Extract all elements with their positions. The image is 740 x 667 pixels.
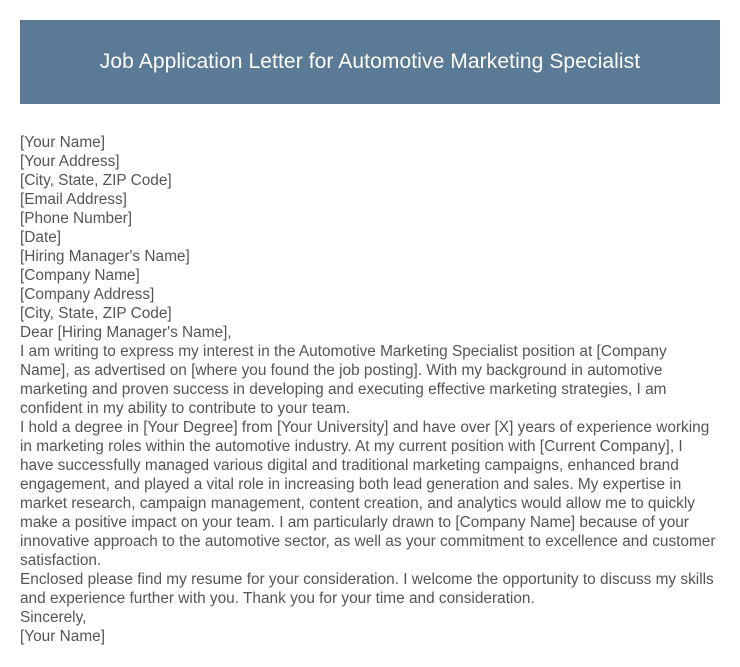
page-title: Job Application Letter for Automotive Marketing Specialist xyxy=(99,50,641,73)
sender-name: [Your Name] xyxy=(20,134,105,151)
sender-address: [Your Address] xyxy=(20,153,120,170)
closing: Sincerely, xyxy=(20,609,87,626)
paragraph-intro: I am writing to express my interest in the Automotive Marketing Specialist position at [Company Name], as advertised on [where you found the job posting]. With my background in automotive marketing and proven success in developing and executing effective marketing strategies, I am confident in my ability to contribute to your team. xyxy=(20,343,667,417)
recipient-company-address: [Company Address] xyxy=(20,286,155,303)
recipient-city-state-zip: [City, State, ZIP Code] xyxy=(20,305,172,322)
salutation: Dear [Hiring Manager's Name], xyxy=(20,324,232,341)
sender-email: [Email Address] xyxy=(20,191,127,208)
letter-date: [Date] xyxy=(20,229,62,246)
sender-phone: [Phone Number] xyxy=(20,210,133,227)
recipient-company: [Company Name] xyxy=(20,267,140,284)
title-banner xyxy=(20,20,720,104)
paragraph-closing: Enclosed please find my resume for your consideration. I welcome the opportunity to discuss my skills and experience further with you. Thank you for your time and consideration. xyxy=(20,571,714,607)
recipient-name: [Hiring Manager's Name] xyxy=(20,248,190,265)
letter-body xyxy=(20,133,720,646)
paragraph-experience: I hold a degree in [Your Degree] from [Your University] and have over [X] years of experience working in marketing roles within the automotive industry. At my current position with [Current Company], I have successfully managed various digital and traditional marketing campaigns, enhanced brand engagement, and played a vital role in increasing both lead generation and sales. My expertise in market research, campaign management, content creation, and analytics would allow me to quickly make a positive impact on your team. I am particularly drawn to [Company Name] because of your innovative approach to the automotive sector, as well as your commitment to excellence and customer satisfaction. xyxy=(20,419,716,569)
sender-city-state-zip: [City, State, ZIP Code] xyxy=(20,172,172,189)
signature: [Your Name] xyxy=(20,628,105,645)
